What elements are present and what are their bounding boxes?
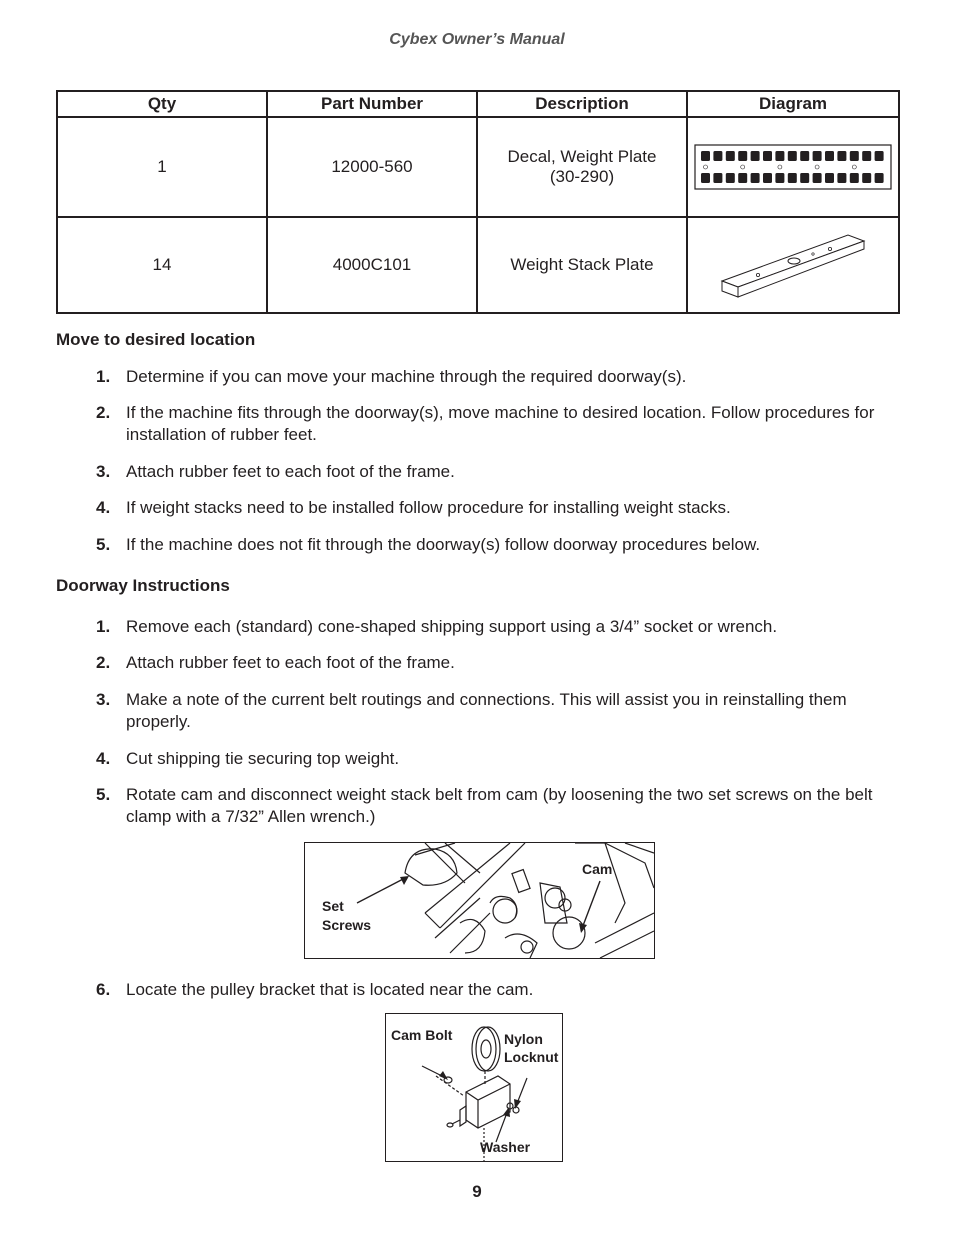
step-text: Locate the pulley bracket that is located near the cam. (126, 980, 534, 999)
decal-cell (775, 151, 784, 161)
decal-cell (701, 151, 710, 161)
decal-cell (726, 173, 735, 183)
decal-cell (763, 151, 772, 161)
cell-description: Weight Stack Plate (477, 217, 687, 313)
step-text: Cut shipping tie securing top weight. (126, 749, 400, 768)
cell-qty: 14 (57, 217, 267, 313)
section-title-doorway: Doorway Instructions (56, 576, 230, 595)
cell-description (477, 117, 687, 217)
step-number: 4. (96, 498, 111, 517)
decal-cell (837, 151, 846, 161)
cell-part-number: 4000C101 (267, 217, 477, 313)
label-cam: Cam (582, 861, 613, 877)
step-number: 4. (96, 749, 111, 768)
pulley-bracket-figure (385, 1013, 563, 1162)
description-line: Decal, Weight Plate (507, 147, 657, 166)
page-number: 9 (472, 1182, 482, 1201)
decal-cell (751, 173, 760, 183)
weight-plate-diagram (718, 225, 868, 305)
decal-cell (788, 151, 797, 161)
step-text: If the machine fits through the doorway(s), move machine to desired location. Follow procedures for installation of rubber feet. (126, 403, 875, 444)
label-locknut: Locknut (504, 1049, 559, 1065)
decal-cell (850, 151, 859, 161)
decal-cell (751, 151, 760, 161)
label-washer: Washer (480, 1139, 531, 1155)
decal-cell (850, 173, 859, 183)
cell-part-number: 12000-560 (267, 117, 477, 217)
column-header-part-number: Part Number (267, 91, 477, 117)
decal-cell (763, 173, 772, 183)
decal-cell (813, 151, 822, 161)
step-text: Attach rubber feet to each foot of the frame. (126, 653, 455, 672)
running-header: Cybex Owner’s Manual (389, 31, 565, 48)
decal-cell (813, 173, 822, 183)
section-title-move: Move to desired location (56, 330, 256, 349)
decal-cell (788, 173, 797, 183)
label-screws: Screws (322, 917, 372, 933)
decal-cell (837, 173, 846, 183)
step-number: 5. (96, 785, 111, 804)
decal-cell (825, 151, 834, 161)
decal-cell (862, 173, 871, 183)
decal-cell (875, 151, 884, 161)
cell-qty: 1 (57, 117, 267, 217)
step-number: 2. (96, 403, 111, 422)
step-number: 1. (96, 617, 111, 636)
decal-cell (713, 151, 722, 161)
step-number: 5. (96, 535, 111, 554)
step-text: Make a note of the current belt routings and connections. This will assist you in reinstalling them properly. (126, 690, 847, 731)
cam-figure (304, 842, 655, 959)
column-header-diagram: Diagram (687, 91, 899, 117)
cell-diagram (687, 217, 899, 313)
label-set: Set (322, 898, 344, 914)
step-text: Determine if you can move your machine through the required doorway(s). (126, 367, 687, 386)
table-row (57, 117, 899, 217)
label-cam-bolt: Cam Bolt (391, 1027, 453, 1043)
decal-cell (800, 173, 809, 183)
step-text: If the machine does not fit through the doorway(s) follow doorway procedures below. (126, 535, 761, 554)
step-text: If weight stacks need to be installed follow procedure for installing weight stacks. (126, 498, 731, 517)
step-text: Rotate cam and disconnect weight stack belt from cam (by loosening the two set screws on the belt clamp with a 7/32” Allen wrench.) (126, 785, 873, 826)
cell-diagram (687, 117, 899, 217)
decal-cell (701, 173, 710, 183)
step-number: 3. (96, 690, 111, 709)
label-nylon: Nylon (504, 1031, 543, 1047)
decal-cell (713, 173, 722, 183)
decal-cell (738, 173, 747, 183)
step-text: Remove each (standard) cone-shaped shipping support using a 3/4” socket or wrench. (126, 617, 778, 636)
decal-diagram (693, 142, 893, 192)
description-line: (30-290) (549, 167, 615, 186)
column-header-description: Description (477, 91, 687, 117)
column-header-qty: Qty (57, 91, 267, 117)
parts-table (56, 90, 900, 314)
step-number: 3. (96, 462, 111, 481)
decal-cell (726, 151, 735, 161)
step-number: 2. (96, 653, 111, 672)
decal-cell (825, 173, 834, 183)
decal-cell (800, 151, 809, 161)
step-number: 6. (96, 980, 111, 999)
decal-cell (738, 151, 747, 161)
step-number: 1. (96, 367, 111, 386)
step-text: Attach rubber feet to each foot of the frame. (126, 462, 455, 481)
decal-cell (862, 151, 871, 161)
decal-cell (875, 173, 884, 183)
decal-cell (775, 173, 784, 183)
table-row (57, 217, 899, 313)
table-header-row (57, 91, 899, 117)
